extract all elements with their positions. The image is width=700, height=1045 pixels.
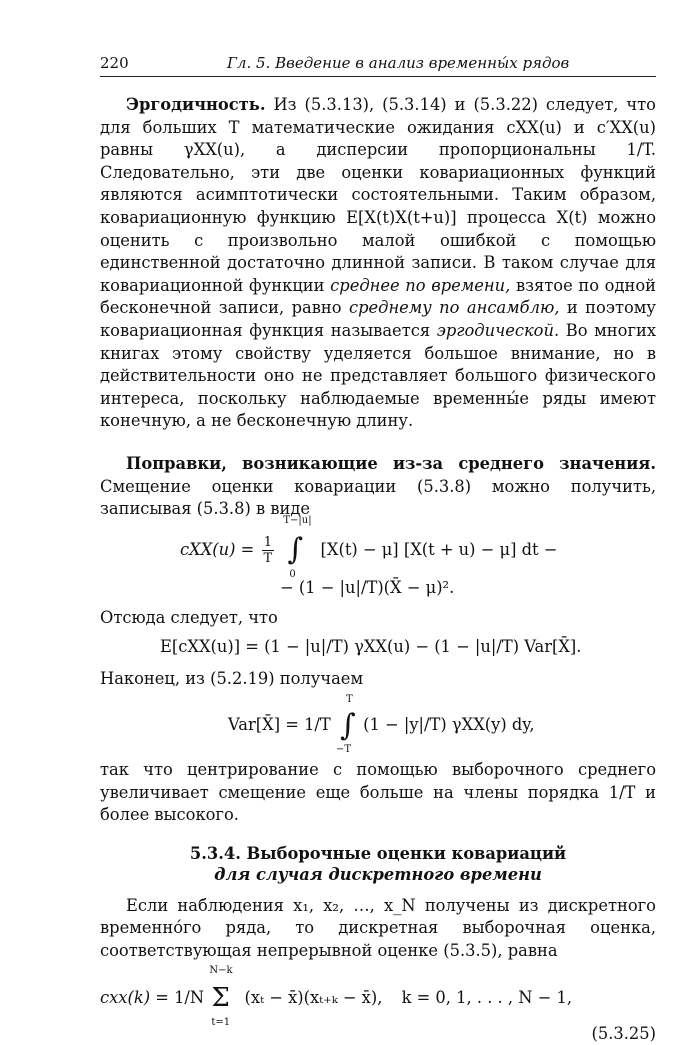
section-heading: 5.3.4. Выборочные оценки ковариаций для случая дискретного времени [189, 843, 567, 884]
paragraph-ergodicity: Эргодичность. Из (5.3.13), (5.3.14) и (5.3.22) следует, что для больших T математические ожидания cXX(u) и c′XX(u) равны γXX(u), а дисперсии пропорциональны 1/T. Следовательно, эти две оценки ковариационных функций являются асимптотически состоятельными. Таким образом, ковариационную функцию E[X(t)X(t+u)] процесса X(t) можно оценить с произвольно малой ошибкой с помощью единственной достаточно длинной записи. В таком случае для ковариационной функции среднее по времени, взятое по одной бесконечной записи, равно среднему по ансамблю, и поэтому ковариационная функция называется эргодической. Во многих книгах этому свойству уделяется большое внимание, но в действительности оно не представляет большого физического интереса, поскольку наблюдаемые временны́е ряды имеют конечную, а не бесконечную длину. [100, 95, 657, 431]
equation-variance: Var[X̄] = 1/T T ∫ −T (1 − |y|/T) γXX(y) dy, [228, 693, 535, 755]
text-nakonets: Наконец, из (5.2.19) получаем [100, 669, 364, 689]
running-title: Гл. 5. Введение в анализ временны́х рядов [227, 54, 570, 72]
paragraph-centering: так что центрирование с помощью выборочного среднего увеличивает смещение еще больше на члены порядка 1/T и более высокого. [100, 760, 656, 825]
term-corrections: Поправки, возникающие из-за среднего значения. [126, 453, 656, 473]
paragraph-mean-corrections: Поправки, возникающие из-за среднего значения. Смещение оценки ковариации (5.3.8) можно получить, записывая (5.3.8) в виде [100, 453, 656, 519]
running-header [100, 50, 656, 77]
page-number: 220 [100, 54, 129, 72]
equation-bias: cXX(u) = $\frac{1}{T}$ T−|u| ∫ 0 [X(t) − μ] [X(t + u) − μ] dt − − (1 − |u|/T)(X̄ − μ)². [180, 515, 558, 597]
page [100, 50, 656, 1045]
equation-expectation: E[cXX(u)] = (1 − |u|/T) γXX(u) − (1 − |u|/T) Var[X̄]. [160, 636, 582, 656]
paragraph-discrete: Если наблюдения x₁, x₂, …, x_N получены из дискретного временно́го ряда, то дискретная выборочная оценка, соответствующая непрерывной оценке (5.3.5), равна [100, 895, 656, 961]
equation-number: (5.3.25) [591, 1023, 656, 1043]
text-otsyuda: Отсюда следует, что [100, 608, 278, 628]
equation-discrete-estimate: cxx(k) = 1/N N−k Σ t=1 (xₜ − x̄)(xₜ₊ₖ − x̄), k = 0, 1, . . . , N − 1, [100, 965, 573, 1029]
term-ergodicity: Эргодичность. [126, 95, 266, 114]
